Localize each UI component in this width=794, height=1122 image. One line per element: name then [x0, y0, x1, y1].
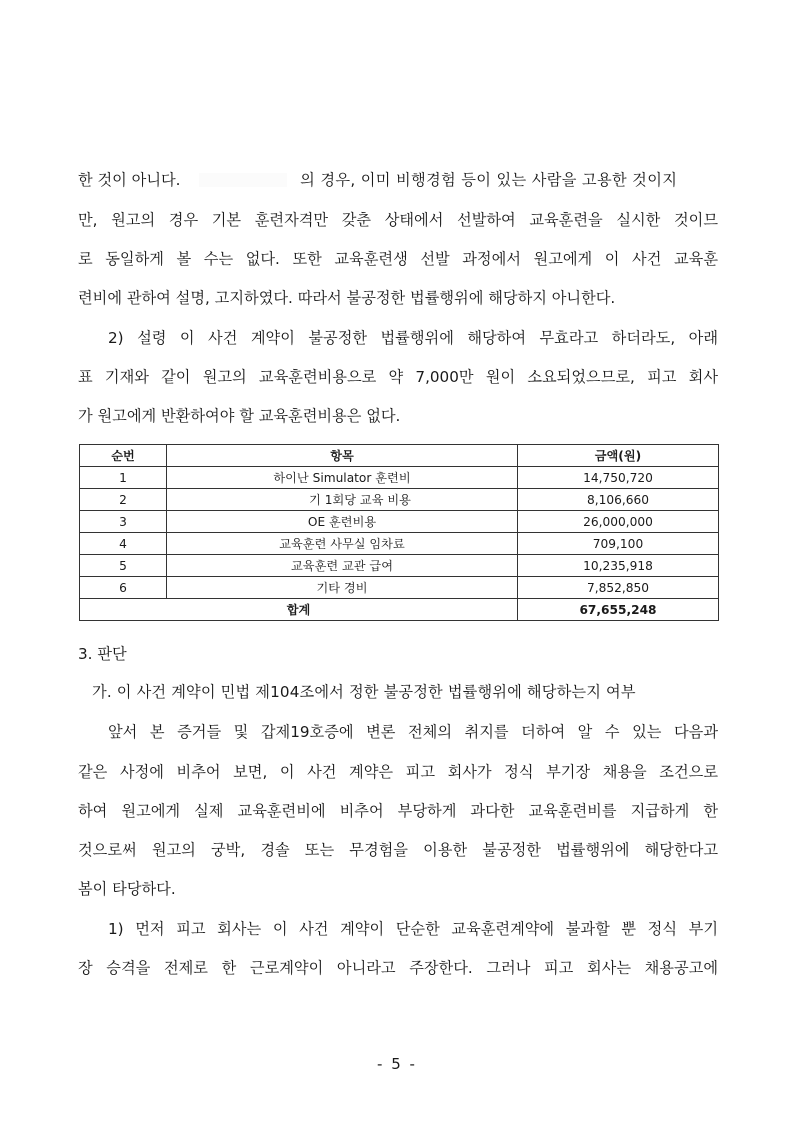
redacted-area [199, 173, 287, 187]
table-row [80, 467, 719, 489]
table-row [80, 489, 719, 511]
paragraph-line: 가 원고에게 반환하여야 할 교육훈련비용은 없다. [78, 407, 401, 425]
row-no: 4 [80, 533, 167, 555]
text-fragment: 의 경우, 이미 비행경험 등이 있는 사람을 고용한 것이지 [300, 171, 678, 189]
paragraph-line: 1) 먼저 피고 회사는 이 사건 계약이 단순한 교육훈련계약에 불과할 뿐 정식 부기 [108, 920, 718, 938]
row-item: 기타 경비 [167, 577, 518, 599]
row-item: OE 훈련비용 [167, 511, 518, 533]
table-header-row [80, 445, 719, 467]
row-item: 교육훈련 교관 급여 [167, 555, 518, 577]
row-amount: 10,235,918 [518, 555, 719, 577]
paragraph-line: 것으로써 원고의 궁박, 경솔 또는 무경험을 이용한 불공정한 법률행위에 해당한다고 [78, 841, 718, 859]
section-heading: 3. 판단 [78, 645, 127, 663]
paragraph-line: 련비에 관하여 설명, 고지하였다. 따라서 불공정한 법률행위에 해당하지 아니한다. [78, 289, 616, 307]
row-amount: 7,852,850 [518, 577, 719, 599]
row-item: 하이난 Simulator 훈련비 [167, 467, 518, 489]
paragraph-line: 만, 원고의 경우 기본 훈련자격만 갖춘 상태에서 선발하여 교육훈련을 실시한 것이므 [78, 211, 718, 229]
total-label: 합계 [80, 599, 518, 621]
table-row [80, 533, 719, 555]
row-no: 6 [80, 577, 167, 599]
header-item: 항목 [167, 445, 518, 467]
row-amount: 14,750,720 [518, 467, 719, 489]
training-cost-table [79, 444, 719, 621]
header-amount: 금액(원) [518, 445, 719, 467]
subsection-heading: 가. 이 사건 계약이 민법 제104조에서 정한 불공정한 법률행위에 해당하는지 여부 [92, 683, 636, 701]
row-item: 교육훈련 사무실 임차료 [167, 533, 518, 555]
row-item: 기 1회당 교육 비용 [167, 489, 518, 511]
row-no: 3 [80, 511, 167, 533]
paragraph-line [78, 170, 718, 190]
paragraph-line: 로 동일하게 볼 수는 없다. 또한 교육훈련생 선발 과정에서 원고에게 이 사건 교육훈 [78, 250, 718, 268]
table-row [80, 577, 719, 599]
total-amount: 67,655,248 [518, 599, 719, 621]
row-no: 1 [80, 467, 167, 489]
page-number: - 5 - [377, 1055, 417, 1073]
header-no: 순번 [80, 445, 167, 467]
table-total-row [80, 599, 719, 621]
table-row [80, 511, 719, 533]
row-amount: 709,100 [518, 533, 719, 555]
paragraph-line: 앞서 본 증거들 및 갑제19호증에 변론 전체의 취지를 더하여 알 수 있는 다음과 [108, 723, 718, 741]
row-no: 5 [80, 555, 167, 577]
paragraph-line: 봄이 타당하다. [78, 880, 176, 898]
row-no: 2 [80, 489, 167, 511]
paragraph-line: 같은 사정에 비추어 보면, 이 사건 계약은 피고 회사가 정식 부기장 채용을 조건으로 [78, 763, 718, 781]
table-row [80, 555, 719, 577]
row-amount: 8,106,660 [518, 489, 719, 511]
paragraph-line: 2) 설령 이 사건 계약이 불공정한 법률행위에 해당하여 무효라고 하더라도, 아래 [108, 329, 718, 347]
paragraph-line: 하여 원고에게 실제 교육훈련비에 비추어 부당하게 과다한 교육훈련비를 지급하게 한 [78, 802, 718, 820]
row-amount: 26,000,000 [518, 511, 719, 533]
paragraph-line: 장 승격을 전제로 한 근로계약이 아니라고 주장한다. 그러나 피고 회사는 채용공고에 [78, 959, 718, 977]
paragraph-line: 표 기재와 같이 원고의 교육훈련비용으로 약 7,000만 원이 소요되었으므로, 피고 회사 [78, 368, 718, 386]
text-fragment: 한 것이 아니다. [78, 171, 181, 189]
